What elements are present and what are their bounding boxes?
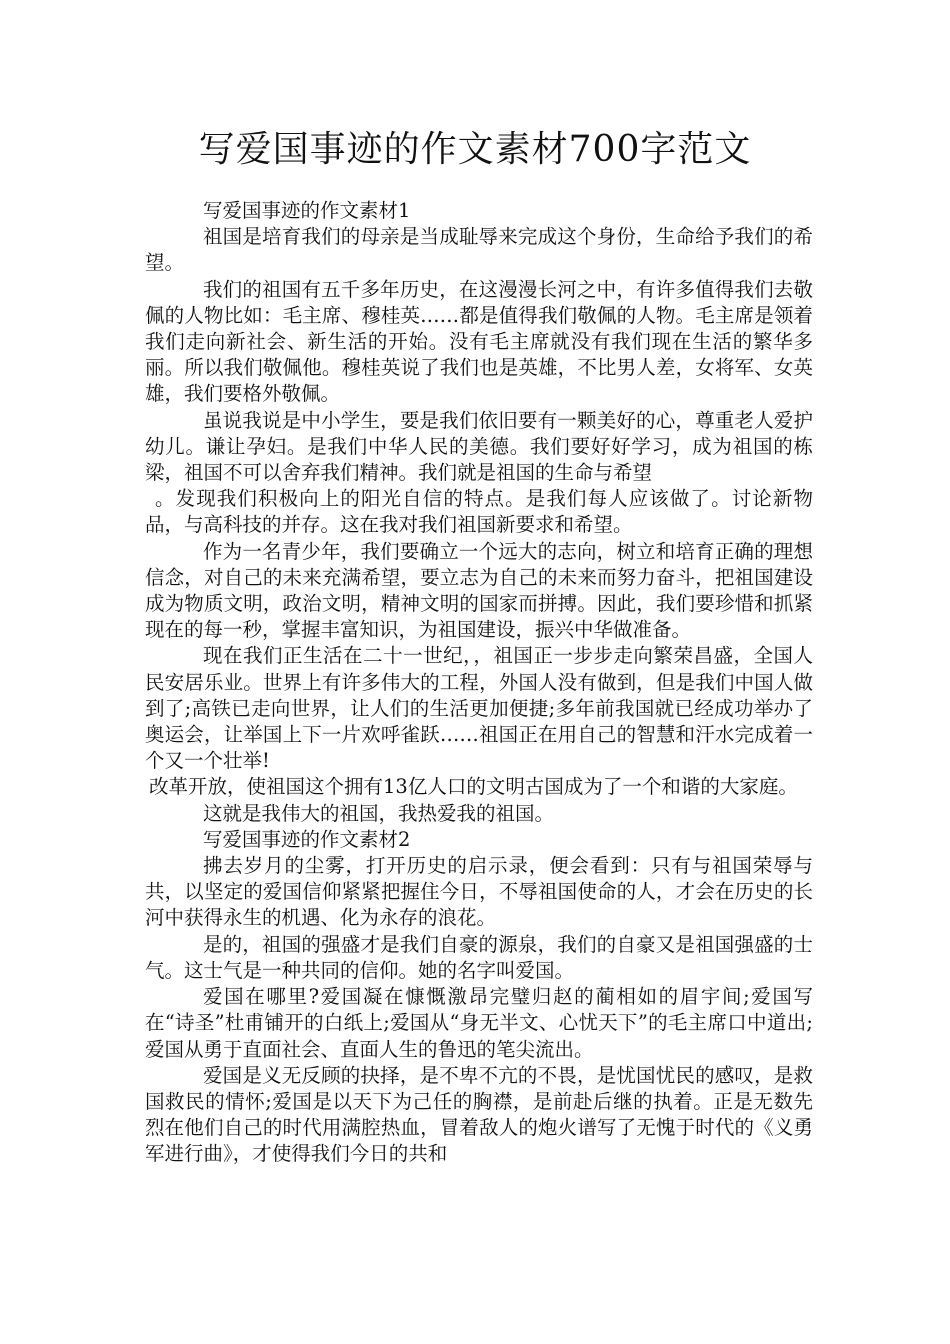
paragraph: 现在我们正生活在二十一世纪，，祖国正一步步走向繁荣昌盛，全国人民安居乐业。世界上有许多伟大的工程，外国人没有做到，但是我们中国人做到了;高铁已走向世界，让人们的生活更加便捷;多年前我国就已经成功举办了奥运会，让举国上下一片欢呼雀跃……祖国正在用自己的智慧和汗水完成着一个又一个壮举! [145,644,813,773]
paragraph: 爱国在哪里?爱国凝在慷慨激昂完璧归赵的蔺相如的眉宇间;爱国写在“诗圣”杜甫铺开的白纸上;爱国从“身无半文、心忧天下”的毛主席口中道出;爱国从勇于直面社会、直面人生的鲁迅的笔尖流出。 [145,985,813,1061]
section-heading-2: 写爱国事迹的作文素材2 [203,827,411,851]
paragraph: 改革开放，使祖国这个拥有13亿人口的文明古国成为了一个和谐的大家庭。 [149,775,798,799]
paragraph: 虽说我说是中小学生，要是我们依旧要有一颗美好的心，尊重老人爱护幼儿。谦让孕妇。是我们中华人民的美德。我们要好好学习，成为祖国的栋梁，祖国不可以舍弃我们精神。我们就是祖国的生命与希望 [145,408,813,485]
paragraph: 是的，祖国的强盛才是我们自豪的源泉，我们的自豪又是祖国强盛的士气。这士气是一种共同的信仰。她的名字叫爱国。 [145,932,813,982]
paragraph: 我们的祖国有五千多年历史，在这漫漫长河之中，有许多值得我们去敬佩的人物比如：毛主席、穆桂英……都是值得我们敬佩的人物。毛主席是领着我们走向新社会、新生活的开始。没有毛主席就没有我们现在生活的繁华多丽。所以我们敬佩他。穆桂英说了我们也是英雄，不比男人差，女将军、女英雄，我们要格外敬佩。 [145,277,813,406]
paragraph: 这就是我伟大的祖国，我热爱我的祖国。 [203,801,555,825]
paragraph: 祖国是培育我们的母亲是当成耻辱来完成这个身份，生命给予我们的希望。 [145,225,813,275]
document-title: 写爱国事迹的作文素材700字范文 [198,129,752,170]
paragraph: 拂去岁月的尘雾，打开历史的启示录，便会看到：只有与祖国荣辱与共，以坚定的爱国信仰紧紧把握住今日，不辱祖国使命的人，才会在历史的长河中获得永生的机遇、化为永存的浪花。 [145,854,813,930]
paragraph: 。发现我们积极向上的阳光自信的特点。是我们每人应该做了。讨论新物品，与高科技的并存。这在我对我们祖国新要求和希望。 [145,487,813,537]
paragraph: 作为一名青少年，我们要确立一个远大的志向，树立和培育正确的理想信念，对自己的未来充满希望，要立志为自己的未来而努力奋斗，把祖国建设成为物质文明，政治文明，精神文明的国家而拼搏。因此，我们要珍惜和抓紧现在的每一秒，掌握丰富知识，为祖国建设，振兴中华做准备。 [145,539,813,642]
section-heading-1: 写爱国事迹的作文素材1 [203,199,411,222]
document-body [145,198,813,1168]
paragraph: 爱国是义无反顾的抉择，是不卑不亢的不畏，是忧国忧民的感叹，是救国救民的情怀;爱国是以天下为己任的胸襟，是前赴后继的执着。正是无数先烈在他们自己的时代用满腔热血，冒着敌人的炮火谱写了无愧于时代的《义勇军进行曲》，才使得我们今日的共和 [145,1063,813,1166]
